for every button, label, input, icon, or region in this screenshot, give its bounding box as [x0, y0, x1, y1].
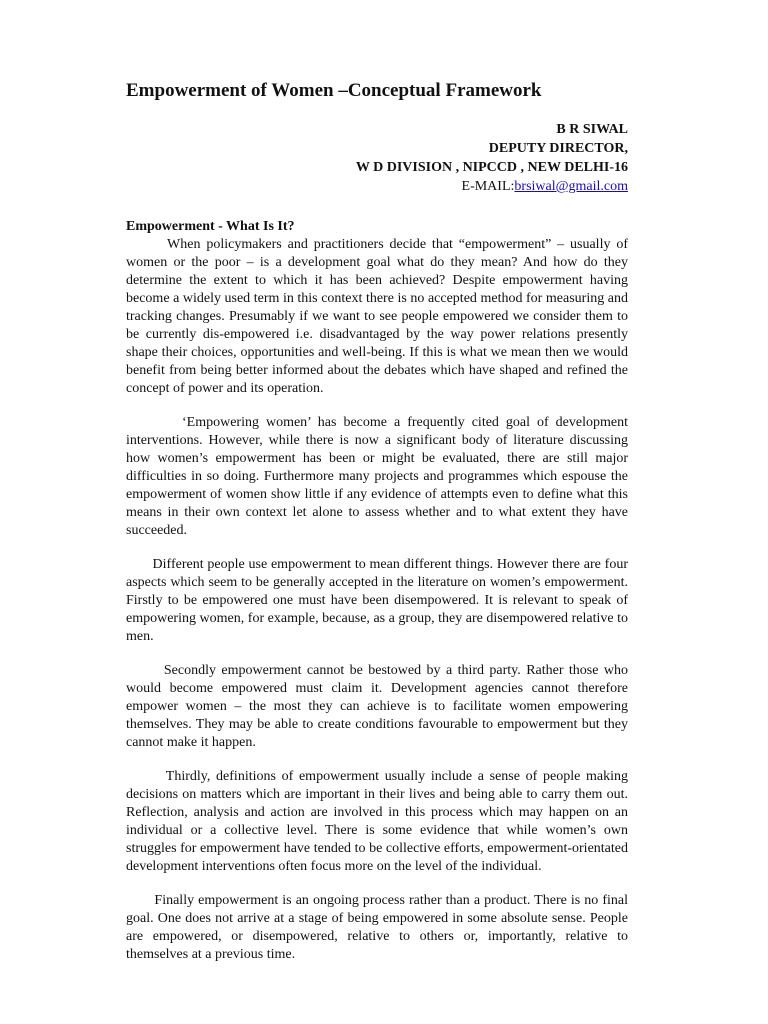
paragraph-6: Finally empowerment is an ongoing process rather than a product. There is no final goal. One does not arrive at a stage of being empowered in some absolute sense. People are empowered, or disempowered, relative to others or, importantly, relative to themselves at a previous time. [126, 893, 628, 962]
email-link[interactable]: brsiwal@gmail.com [514, 179, 628, 194]
section-heading: Empowerment - What Is It? [126, 219, 295, 234]
paragraph-3: Different people use empowerment to mean different things. However there are four aspects which seem to be generally accepted in the literature on women’s empowerment. Firstly to be empowered one must have been disempowered. It is relevant to speak of empowering women, for example, because, as a group, they are disempowered relative to men. [126, 557, 628, 644]
paragraph-1: When policymakers and practitioners decide that “empowerment” – usually of women or the poor – is a development goal what do they mean? And how do they determine the extent to which it has been achieved? Despite empowerment having become a widely used term in this context there is no accepted method for measuring and tracking changes. Presumably if we want to see people empowered we consider them to be currently dis-empowered i.e. disadvantaged by the way power relations presently shape their choices, opportunities and well-being. If this is what we mean then we would benefit from being better informed about the debates which have shaped and refined the concept of power and its operation. [126, 237, 628, 396]
author-block [126, 120, 628, 196]
paragraph-5: Thirdly, definitions of empowerment usually include a sense of people making decisions on matters which are important in their lives and being able to carry them out. Reflection, analysis and action are involved in this process which may happen on an individual or a collective level. There is some evidence that while women’s own struggles for empowerment have tended to be collective efforts, empowerment-orientated development interventions often focus more on the level of the individual. [126, 769, 628, 874]
author-division: W D DIVISION , NIPCCD , NEW DELHI-16 [355, 160, 628, 175]
author-email-line [126, 177, 628, 196]
email-label: E-MAIL: [461, 179, 515, 194]
author-position: DEPUTY DIRECTOR, [488, 141, 628, 156]
document-title: Empowerment of Women –Conceptual Framework [126, 80, 542, 101]
paragraph-2: ‘Empowering women’ has become a frequently cited goal of development interventions. However, while there is now a significant body of literature discussing how women’s empowerment has been or might be evaluated, there are still major difficulties in so doing. Furthermore many projects and programmes which espouse the empowerment of women show little if any evidence of attempts even to define what this means in their own context let alone to assess whether and to what extent they have succeeded. [126, 415, 628, 538]
paragraph-4: Secondly empowerment cannot be bestowed by a third party. Rather those who would become empowered must claim it. Development agencies cannot therefore empower women – the most they can achieve is to facilitate women empowering themselves. They may be able to create conditions favourable to empowerment but they cannot make it happen. [126, 663, 628, 750]
author-name: B R SIWAL [556, 122, 628, 137]
document-body [126, 78, 628, 964]
